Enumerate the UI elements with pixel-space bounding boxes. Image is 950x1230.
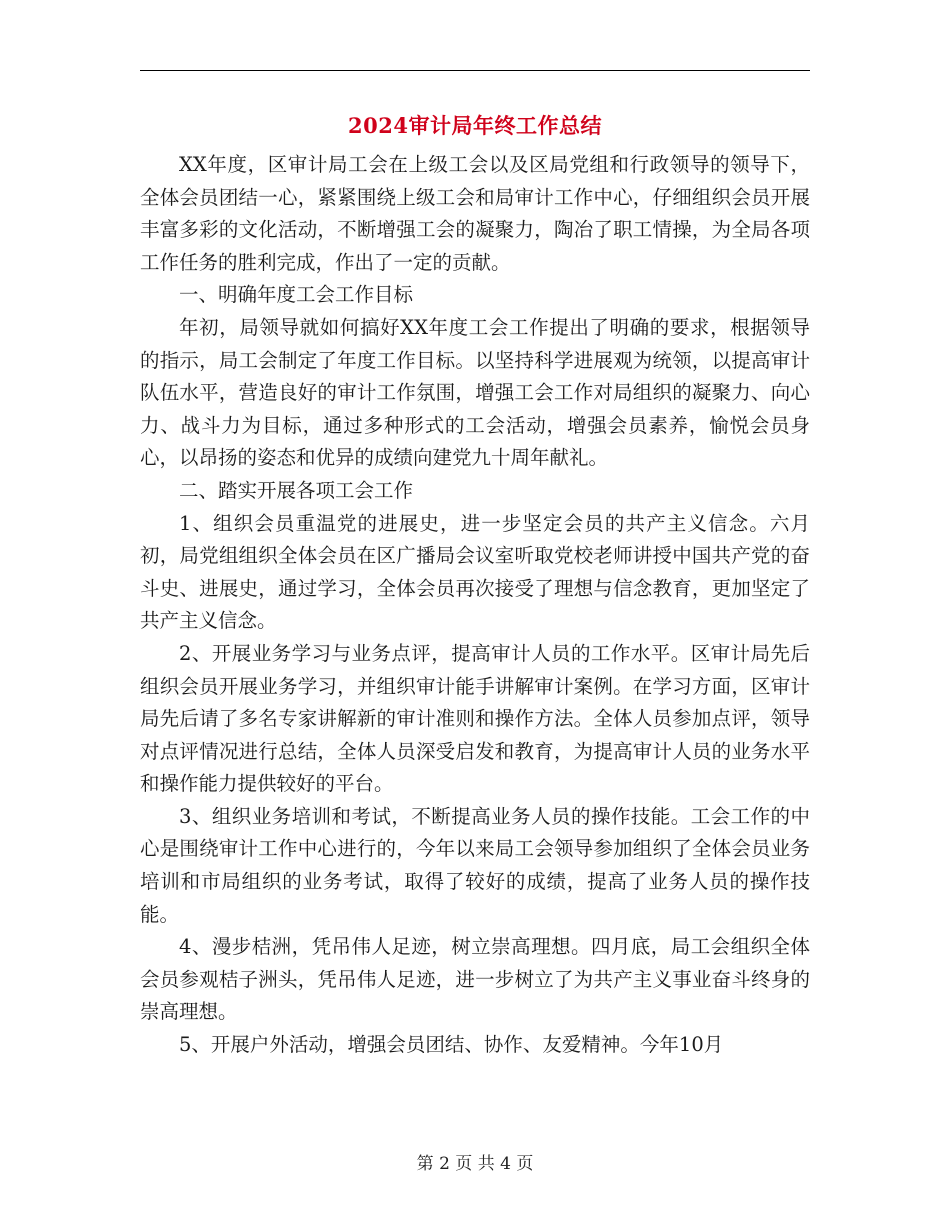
header-rule (140, 70, 810, 71)
section-heading-work: 二、踏实开展各项工会工作 (179, 478, 414, 502)
paragraph-item-5: 5、开展户外活动，增强会员团结、协作、友爱精神。今年10月 (179, 1033, 724, 1057)
paragraph-item-4: 4、漫步桔洲，凭吊伟人足迹，树立崇高理想。四月底，局工会组织全体会员参观桔子洲头，凭吊伟人足迹，进一步树立了为共产主义事业奋斗终身的崇高理想。 (140, 935, 810, 1024)
document-title: 2024审计局年终工作总结 (348, 113, 602, 138)
paragraph-item-2: 2、开展业务学习与业务点评，提高审计人员的工作水平。区审计局先后组织会员开展业务学习，并组织审计能手讲解审计案例。在学习方面，区审计局先后请了多名专家讲解新的审计准则和操作方法。全体人员参加点评，领导对点评情况进行总结，全体人员深受启发和教育，为提高审计人员的业务水平和操作能力提供较好的平台。 (140, 641, 810, 796)
document-body (140, 149, 810, 1062)
paragraph-goals: 年初，局领导就如何搞好XX年度工会工作提出了明确的要求，根据领导的指示，局工会制定了年度工作目标。以坚持科学进展观为统领，以提高审计队伍水平，营造良好的审计工作氛围，增强工会工作对局组织的凝聚力、向心力、战斗力为目标，通过多种形式的工会活动，增强会员素养，愉悦会员身心，以昂扬的姿态和优异的成绩向建党九十周年献礼。 (140, 315, 810, 470)
paragraph-intro: XX年度，区审计局工会在上级工会以及区局党组和行政领导的领导下，全体会员团结一心，紧紧围绕上级工会和局审计工作中心，仔细组织会员开展丰富多彩的文化活动，不断增强工会的凝聚力，陶冶了职工情操，为全局各项工作任务的胜利完成，作出了一定的贡献。 (140, 153, 810, 274)
paragraph-item-3: 3、组织业务培训和考试，不断提高业务人员的操作技能。工会工作的中心是围绕审计工作中心进行的，今年以来局工会领导参加组织了全体会员业务培训和市局组织的业务考试，取得了较好的成绩，提高了业务人员的操作技能。 (140, 804, 810, 926)
page-number: 第 2 页 共 4 页 (416, 1154, 534, 1174)
paragraph-item-1: 1、组织会员重温党的进展史，进一步坚定会员的共产主义信念。六月初，局党组组织全体会员在区广播局会议室听取党校老师讲授中国共产党的奋斗史、进展史，通过学习，全体会员再次接受了理想与信念教育，更加坚定了共产主义信念。 (140, 511, 810, 633)
section-heading-goals: 一、明确年度工会工作目标 (179, 283, 414, 307)
